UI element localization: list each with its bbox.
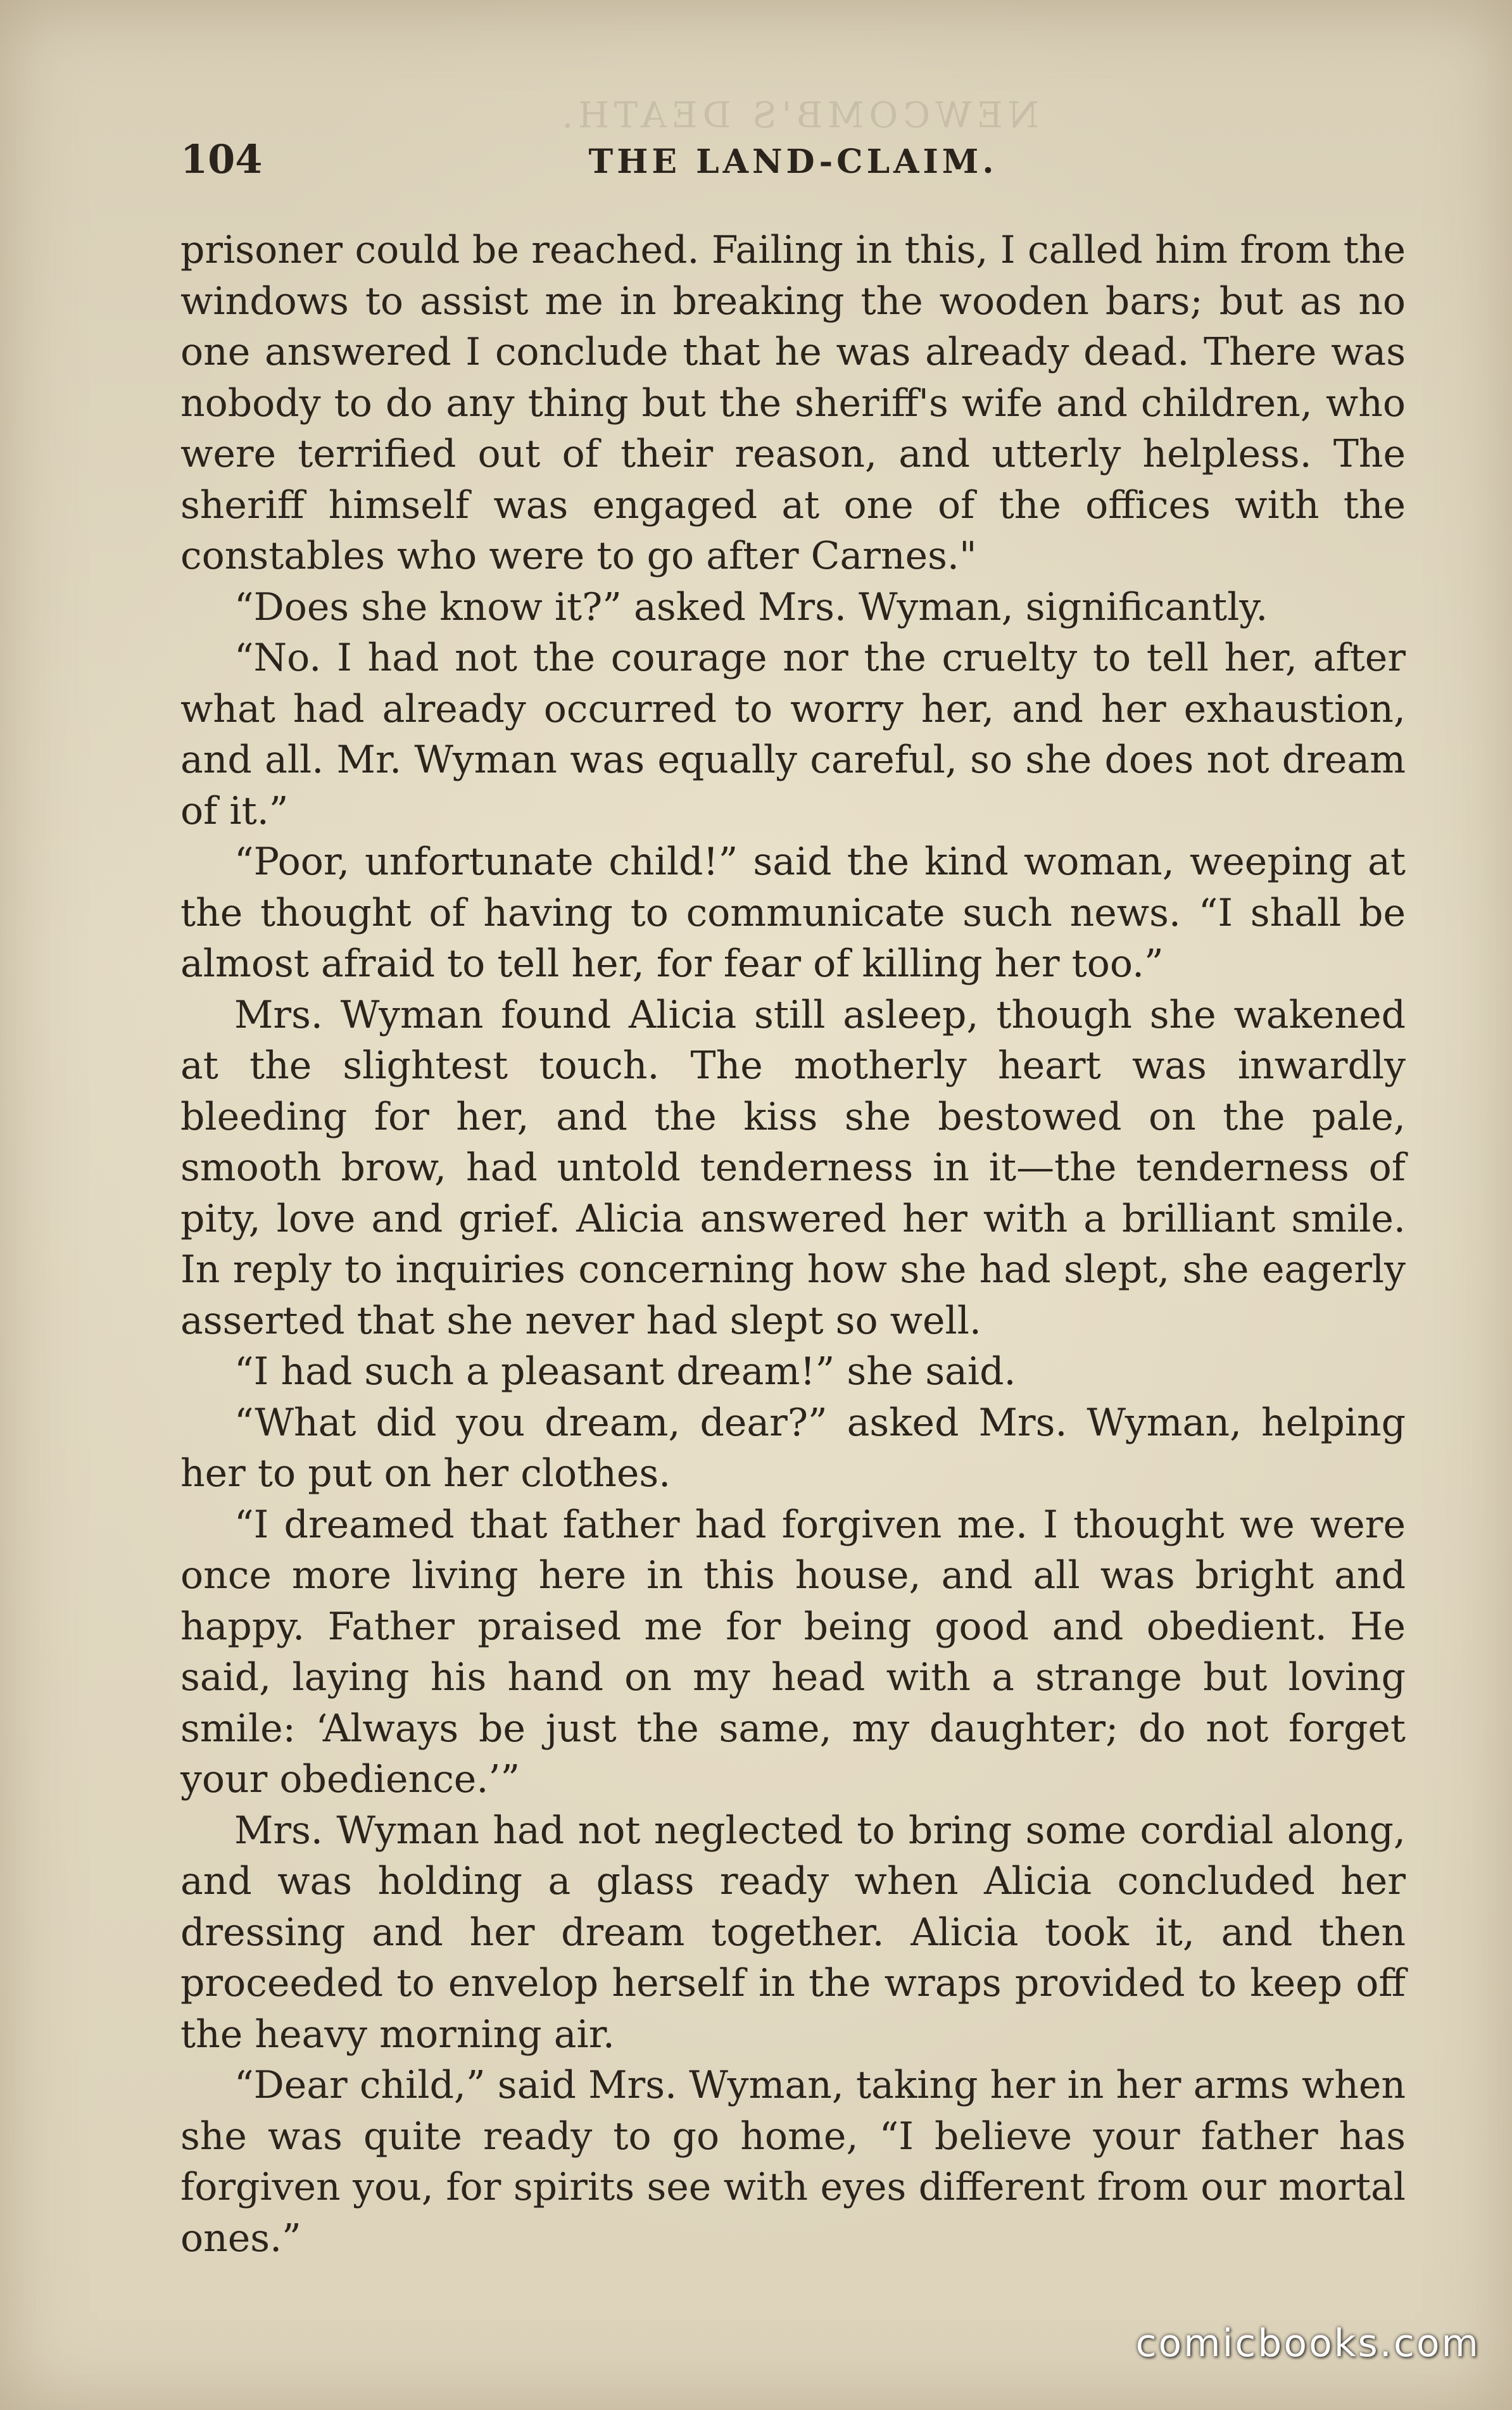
paragraph: “Poor, unfortunate child!” said the kind woman, weeping at the thought of having to communicate such news. “I shall be almost afraid to tell her, for fear of killing her too.” xyxy=(180,840,1406,986)
page-header xyxy=(180,136,1406,193)
paragraph: “Does she know it?” asked Mrs. Wyman, significantly. xyxy=(234,584,1268,629)
paragraph: Mrs. Wyman found Alicia still asleep, though she wakened at the slightest touch. The motherly heart was inwardly bleeding for her, and the kiss she bestowed on the pale, smooth brow, had untold tenderness in it—the tenderness of pity, love and grief. Alicia answered her with a brilliant smile. In reply to inquiries concerning how she had slept, she eagerly asserted that she never had slept so well. xyxy=(180,992,1406,1343)
paragraph: “I had such a pleasant dream!” she said. xyxy=(234,1349,1016,1394)
bleed-through-header: NEWCOMB'S DEATH. xyxy=(557,95,1039,136)
paragraph: prisoner could be reached. Failing in this, I called him from the windows to assist me in breaking the wooden bars; but as no one answered I conclude that he was already dead. There was nobody to do any thing but the sheriff's wife and children, who were terrified out of their reason, and utterly helpless. The sheriff himself was engaged at one of the offices with the constables who were to go after Carnes." xyxy=(180,228,1406,578)
paragraph: “No. I had not the courage nor the cruelty to tell her, after what had already occurred to worry her, and her exhaustion, and all. Mr. Wyman was equally careful, so she does not dream of it.” xyxy=(180,636,1406,833)
paragraph: “What did you dream, dear?” asked Mrs. Wyman, helping her to put on her clothes. xyxy=(180,1400,1406,1496)
paragraph: Mrs. Wyman had not neglected to bring some cordial along, and was holding a glass ready when Alicia concluded her dressing and her dream together. Alicia took it, and then proceeded to envelop herself in the wraps provided to keep off the heavy morning air. xyxy=(180,1808,1406,2057)
page-number: 104 xyxy=(180,136,263,182)
body-text xyxy=(180,225,1406,2264)
paragraph: “Dear child,” said Mrs. Wyman, taking her in her arms when she was quite ready to go home, “I believe your father has forgiven you, for spirits see with eyes different from our mortal ones.” xyxy=(180,2063,1406,2261)
watermark: comicbooks.com xyxy=(1135,2321,1480,2366)
paragraph: “I dreamed that father had forgiven me. I thought we were once more living here in this house, and all was bright and happy. Father praised me for being good and obedient. He said, laying his hand on my head with a strange but loving smile: ‘Always be just the same, my daughter; do not forget your obedience.’” xyxy=(180,1502,1406,1801)
running-head: THE LAND-CLAIM. xyxy=(588,142,998,181)
